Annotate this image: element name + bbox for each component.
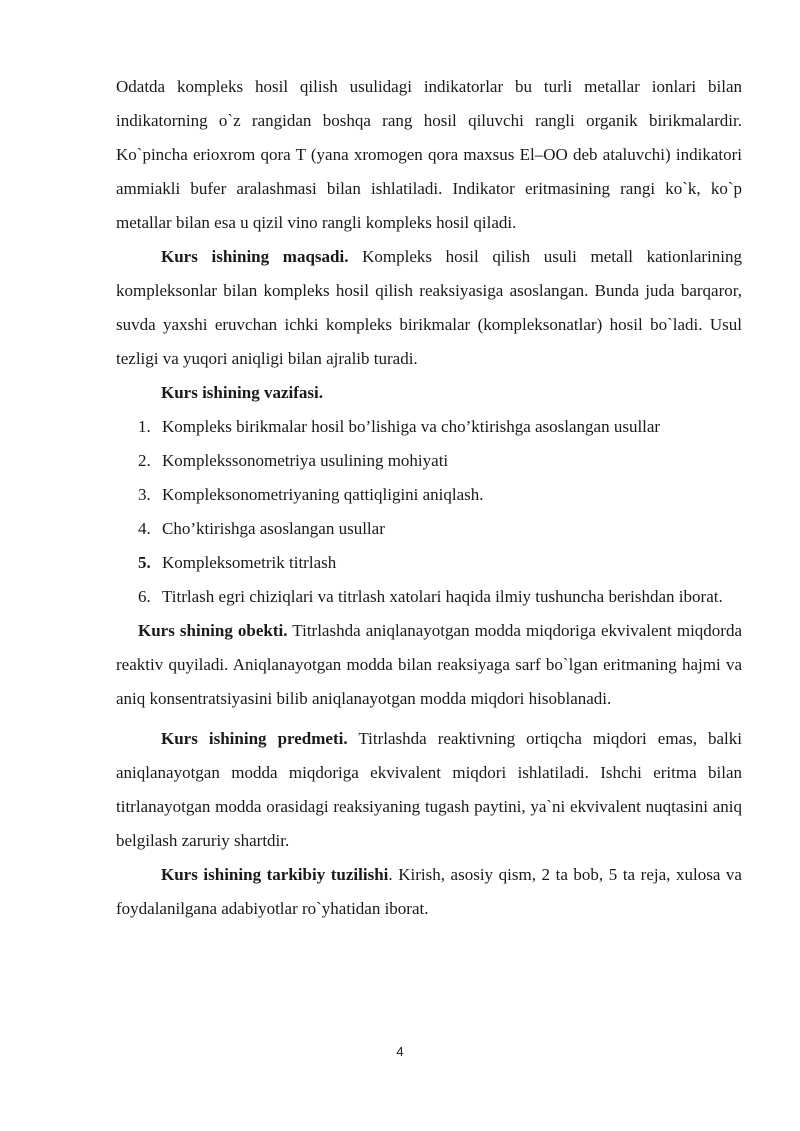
list-item-number: 1. <box>138 417 151 436</box>
list-item-text: Komplekssonometriya usulining mohiyati <box>162 451 449 470</box>
list-item <box>116 580 742 614</box>
maqsad-heading: Kurs ishining maqsadi. <box>161 247 349 266</box>
page-number: 4 <box>396 1044 404 1059</box>
list-item-text: Kompleksometrik titrlash <box>162 553 337 572</box>
list-item-text: Kompleksonometriyaning qattiqligini aniqlash. <box>162 485 484 504</box>
intro-paragraph: Odatda kompleks hosil qilish usulidagi indikatorlar bu turli metallar ionlari bilan indikatorning o`z rangidan boshqa rang hosil qiluvchi rangli organik birikmalardir. Ko`pincha erioxrom qora T (yana xromogen qora maxsus El–OO deb ataluvchi) indikatori ammiakli bufer aralashmasi bilan ishlatiladi. Indikator eritmasining rangi ko`k, ko`p metallar bilan esa u qizil vino rangli kompleks hosil qiladi. <box>116 77 742 232</box>
tarkib-text: . Kirish, asosiy qism, 2 ta bob, 5 ta reja, xulosa va foydalanilgana adabiyotlar ro`yhatidan iborat. <box>116 865 742 918</box>
obekt-text: Titrlashda aniqlanayotgan modda miqdoriga ekvivalent miqdorda reaktiv quyiladi. Aniqlanayotgan modda bilan reaksiyaga sarf bo`lgan eritmaning hajmi va aniq konsentratsiyasini bilib aniqlanayotgan modda miqdori hisoblanadi. <box>116 621 742 708</box>
predmet-paragraph <box>116 722 742 858</box>
list-item <box>116 478 742 512</box>
predmet-text: Titrlashda reaktivning ortiqcha miqdori emas, balki aniqlanayotgan modda miqdoriga ekvivalent miqdori ishlatiladi. Ishchi eritma bilan titrlanayotgan modda orasidagi reaksiyaning tugash paytini, ya`ni ekvivalent nuqtasini aniq belgilash zaruriy shartdir. <box>116 729 742 850</box>
obekt-paragraph <box>116 614 742 716</box>
list-item-number: 3. <box>138 485 151 504</box>
list-item <box>116 512 742 546</box>
tarkib-heading: Kurs ishining tarkibiy tuzilishi <box>161 865 389 884</box>
list-item-text: Cho’ktirishga asoslangan usullar <box>162 519 385 538</box>
list-item-number: 6. <box>138 587 151 606</box>
list-item <box>116 546 742 580</box>
list-item-text: Kompleks birikmalar hosil bo’lishiga va cho’ktirishga asoslangan usullar <box>162 417 661 436</box>
vazifa-list <box>116 410 742 614</box>
vazifa-heading <box>116 376 742 410</box>
list-item-number: 4. <box>138 519 151 538</box>
tarkib-paragraph <box>116 858 742 926</box>
list-item-text: Titrlash egri chiziqlari va titrlash xatolari haqida ilmiy tushuncha berishdan iborat. <box>162 587 723 606</box>
document-page <box>116 70 742 926</box>
list-item-number: 2. <box>138 451 151 470</box>
obekt-heading: Kurs shining obekti. <box>138 621 288 640</box>
maqsad-text: Kompleks hosil qilish usuli metall kationlarining kompleksonlar bilan kompleks hosil qilish reaksiyasiga asoslangan. Bunda juda barqaror, suvda yaxshi eruvchan ichki kompleks birikmalar (kompleksonatlar) hosil bo`ladi. Usul tezligi va yuqori aniqligi bilan ajralib turadi. <box>116 247 742 368</box>
list-item <box>116 444 742 478</box>
predmet-heading: Kurs ishining predmeti. <box>161 729 348 748</box>
list-item-number: 5. <box>138 553 151 572</box>
vazifa-heading-text: Kurs ishining vazifasi. <box>161 383 324 402</box>
maqsad-paragraph <box>116 240 742 376</box>
list-item <box>116 410 742 444</box>
